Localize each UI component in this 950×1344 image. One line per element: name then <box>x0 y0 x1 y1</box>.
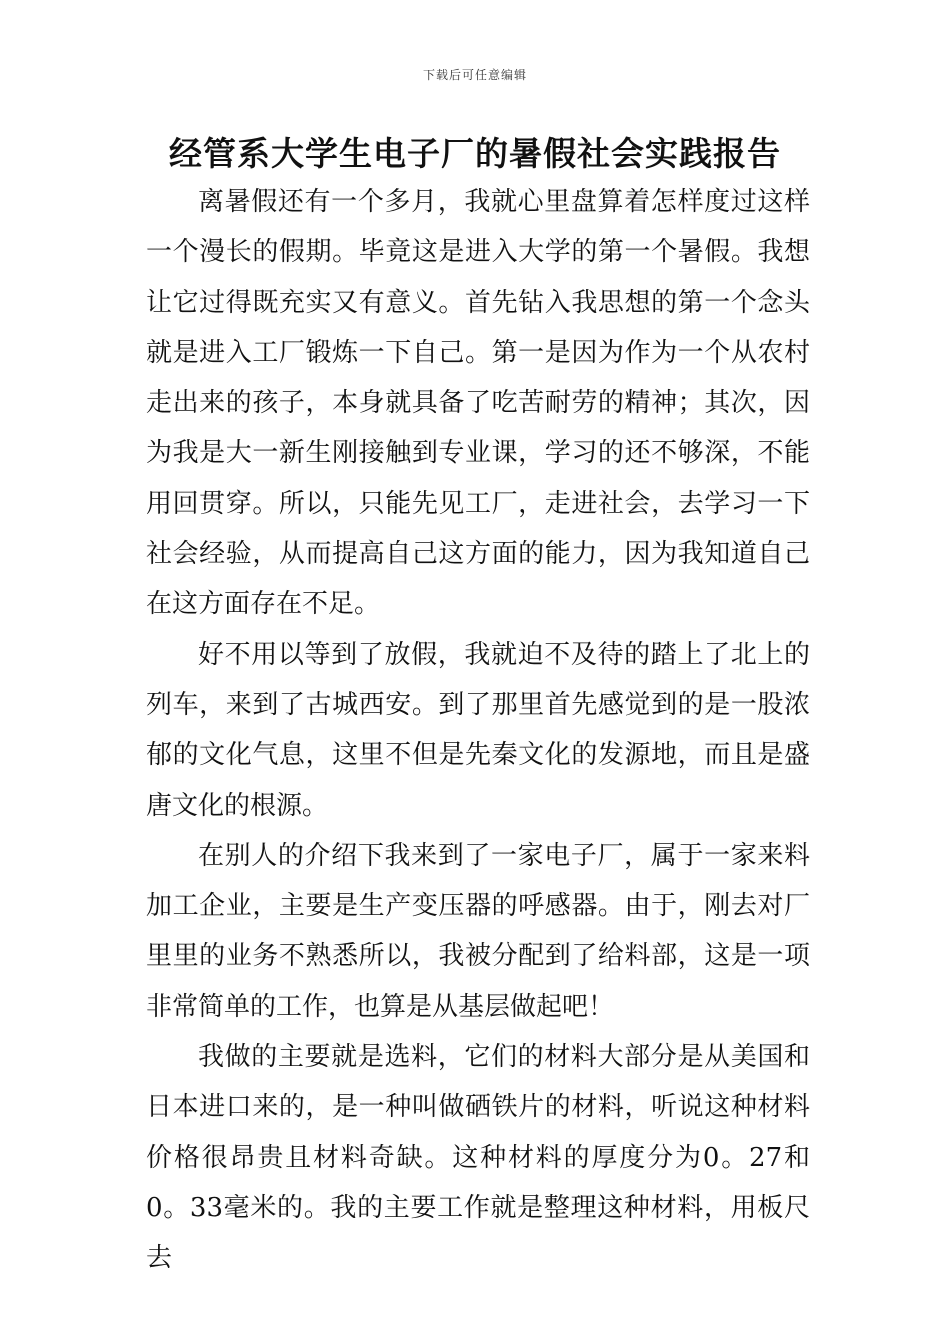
header-note: 下载后可任意编辑 <box>422 68 527 82</box>
paragraph-2: 好不用以等到了放假，我就迫不及待的踏上了北上的列车，来到了古城西安。到了那里首先感觉到的是一股浓郁的文化气息，这里不但是先秦文化的发源地，而且是盛唐文化的根源。 <box>146 639 810 821</box>
paragraph-1: 离暑假还有一个多月，我就心里盘算着怎样度过这样一个漫长的假期。毕竟这是进入大学的第一个暑假。我想让它过得既充实又有意义。首先钻入我思想的第一个念头就是进入工厂锻炼一下自己。第一是因为作为一个从农村走出来的孩子，本身就具备了吃苦耐劳的精神；其次，因为我是大一新生刚接触到专业课，学习的还不够深，不能用回贯穿。所以，只能先见工厂，走进社会，去学习一下社会经验，从而提高自己这方面的能力，因为我知道自己在这方面存在不足。 <box>146 187 810 620</box>
document-title: 经管系大学生电子厂的暑假社会实践报告 <box>169 134 781 173</box>
paragraph-3: 在别人的介绍下我来到了一家电子厂，属于一家来料加工企业，主要是生产变压器的呼感器。由于，刚去对厂里里的业务不熟悉所以，我被分配到了给料部，这是一项非常简单的工作，也算是从基层做起吧！ <box>146 840 810 1022</box>
paragraph-4: 我做的主要就是选料，它们的材料大部分是从美国和日本进口来的，是一种叫做硒铁片的材料，听说这种材料价格很昂贵且材料奇缺。这种材料的厚度分为0。27和0。33毫米的。我的主要工作就是整理这种材料，用板尺去 <box>146 1042 810 1274</box>
document-body <box>146 177 810 1284</box>
